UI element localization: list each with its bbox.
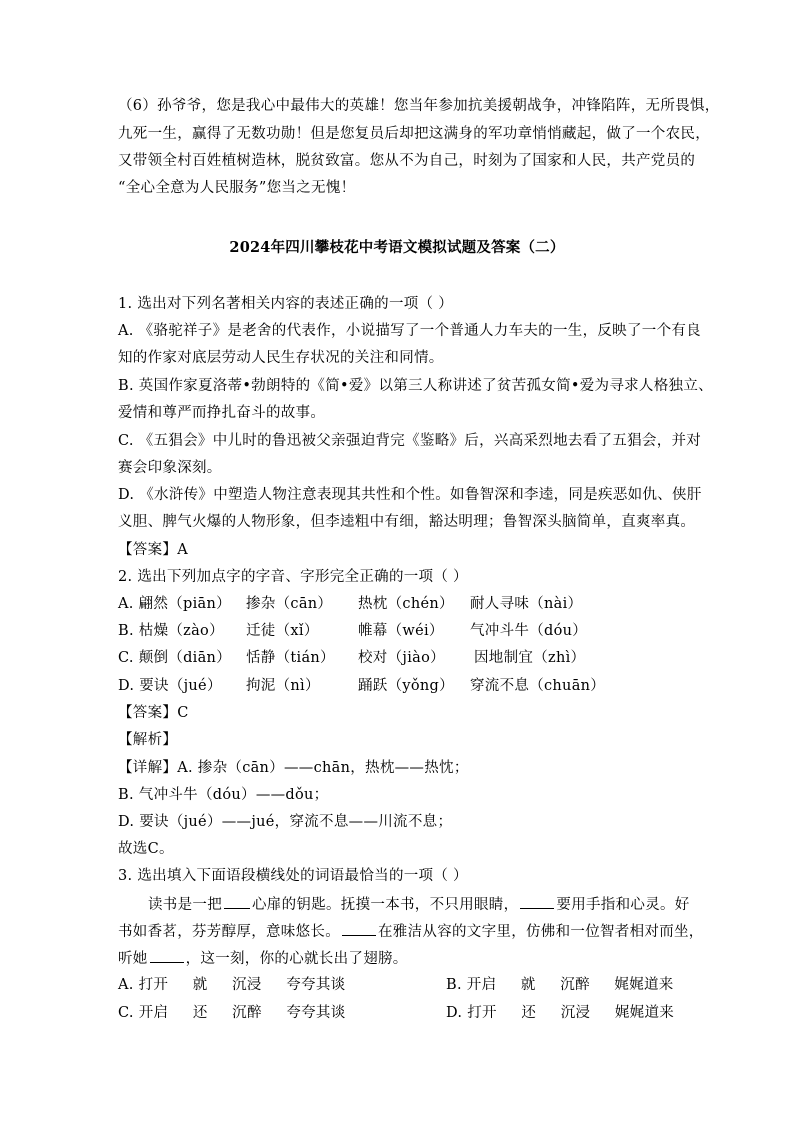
q2-answer: 【答案】C <box>118 705 189 721</box>
q2-option-row-d <box>118 676 605 696</box>
q2-option-row-c <box>118 648 585 668</box>
q2-c-item-1: C. 颠倒（diān） <box>118 650 231 666</box>
q2-detail-line-3: D. 要诀（jué）——jué，穿流不息——川流不息； <box>118 814 453 830</box>
q1-option-d-line-2: 义胆、脾气火爆的人物形象，但李逵粗中有细，豁达明理；鲁智深头脑简单，直爽率真。 <box>118 514 696 530</box>
q2-conclusion: 故选C。 <box>118 841 174 857</box>
q2-stem: 2. 选出下列加点字的字音、字形完全正确的一项（ ） <box>118 569 468 585</box>
q2-b-item-4: 气冲斗牛（dóu） <box>470 623 588 639</box>
q1-stem: 1. 选出对下列名著相关内容的表述正确的一项（ ） <box>118 296 454 312</box>
q1-answer: 【答案】A <box>118 542 188 558</box>
prev-paragraph-line-2: 九死一生，赢得了无数功勋！但是您复员后却把这满身的军功章悄悄藏起，做了一个农民， <box>118 126 710 142</box>
document-title: 2024年四川攀枝花中考语文模拟试题及答案（二） <box>229 239 565 256</box>
q1-option-b-line-2: 爱情和尊严而挣扎奋斗的故事。 <box>118 405 326 421</box>
q2-c-item-2: 恬静（tián） <box>246 650 335 666</box>
q1-option-c-line-2: 赛会印象深刻。 <box>118 460 222 476</box>
q2-a-item-1: A. 翩然（piān） <box>118 596 231 612</box>
q3-stem: 3. 选出填入下面语段横线处的词语最恰当的一项（ ） <box>118 868 468 884</box>
prev-paragraph-line-1: （6）孙爷爷，您是我心中最伟大的英雄！您当年参加抗美援朝战争，冲锋陷阵，无所畏惧， <box>118 98 720 114</box>
q2-d-item-3: 踊跃（yǒng） <box>358 678 454 694</box>
prev-paragraph-line-3: 又带领全村百姓植树造林，脱贫致富。您从不为自己，时刻为了国家和人民，共产党员的 <box>118 153 696 169</box>
q2-b-item-3: 帷幕（wéi） <box>358 623 444 639</box>
q2-d-item-4: 穿流不息（chuān） <box>470 678 606 694</box>
q2-detail-line-1: 【详解】A. 掺杂（cān）——chān，热枕——热忱； <box>118 760 469 776</box>
q2-option-row-a <box>118 594 582 614</box>
q2-option-row-b <box>118 621 587 641</box>
q3-passage-line-3 <box>118 948 408 969</box>
q2-d-item-2: 拘泥（nì） <box>246 678 320 694</box>
q2-b-item-2: 迁徒（xǐ） <box>246 623 319 639</box>
q3-passage-text: 在雅洁从容的文字里，仿佛和一位智者相对而坐， <box>378 924 704 940</box>
q1-option-d-line-1: D. 《水浒传》中塑造人物注意表现其共性和个性。如鲁智深和李逵，同是疾恶如仇、侠肝 <box>118 487 702 503</box>
q2-analysis-label: 【解析】 <box>118 732 178 748</box>
q3-option-a: A. 打开 就 沉浸 夸夸其谈 <box>118 977 346 993</box>
q2-a-item-2: 掺杂（cān） <box>246 596 333 612</box>
q3-passage-text: 读书是一把 <box>148 897 222 913</box>
q3-blank-4 <box>150 948 184 963</box>
q2-b-item-1: B. 枯燥（zào） <box>118 623 224 639</box>
q2-detail-line-2: B. 气冲斗牛（dóu）——dǒu； <box>118 787 329 803</box>
prev-paragraph-line-4: “全心全意为人民服务”您当之无愧！ <box>118 180 356 196</box>
q3-passage-line-1 <box>148 894 690 915</box>
q2-a-item-4: 耐人寻味（nài） <box>470 596 583 612</box>
q2-a-item-3: 热枕（chén） <box>358 596 454 612</box>
q3-option-b: B. 开启 就 沉醉 娓娓道来 <box>446 977 674 993</box>
q3-passage-text: 书如香茗，芬芳醇厚，意味悠长。 <box>118 924 340 940</box>
q3-blank-2 <box>520 894 554 909</box>
q3-passage-text: ，这一刻，你的心就长出了翅膀。 <box>185 951 408 967</box>
q3-passage-text: 听她 <box>118 951 148 967</box>
q2-d-item-1: D. 要诀（jué） <box>118 678 222 694</box>
q3-blank-3 <box>342 921 376 936</box>
q2-c-item-3: 校对（jiào） <box>358 650 445 666</box>
q3-option-d: D. 打开 还 沉浸 娓娓道来 <box>446 1005 675 1021</box>
q3-blank-1 <box>224 894 250 909</box>
q2-c-item-4: 因地制宜（zhì） <box>474 650 586 666</box>
q1-option-c-line-1: C. 《五猖会》中儿时的鲁迅被父亲强迫背完《鉴略》后，兴高采烈地去看了五猖会，并对 <box>118 433 702 449</box>
q3-option-c: C. 开启 还 沉醉 夸夸其谈 <box>118 1005 346 1021</box>
q3-passage-text: 要用手指和心灵。好 <box>556 897 690 913</box>
q1-option-b-line-1: B. 英国作家夏洛蒂•勃朗特的《简•爱》以第三人称讲述了贫苦孤女简•爱为寻求人格独立、 <box>118 378 713 394</box>
q1-option-a-line-1: A. 《骆驼祥子》是老舍的代表作，小说描写了一个普通人力车夫的一生，反映了一个有良 <box>118 323 701 339</box>
q3-passage-text: 心扉的钥匙。抚摸一本书，不只用眼睛， <box>252 897 519 913</box>
q3-passage-line-2 <box>118 921 704 942</box>
q1-option-a-line-2: 知的作家对底层劳动人民生存状况的关注和同情。 <box>118 350 444 366</box>
